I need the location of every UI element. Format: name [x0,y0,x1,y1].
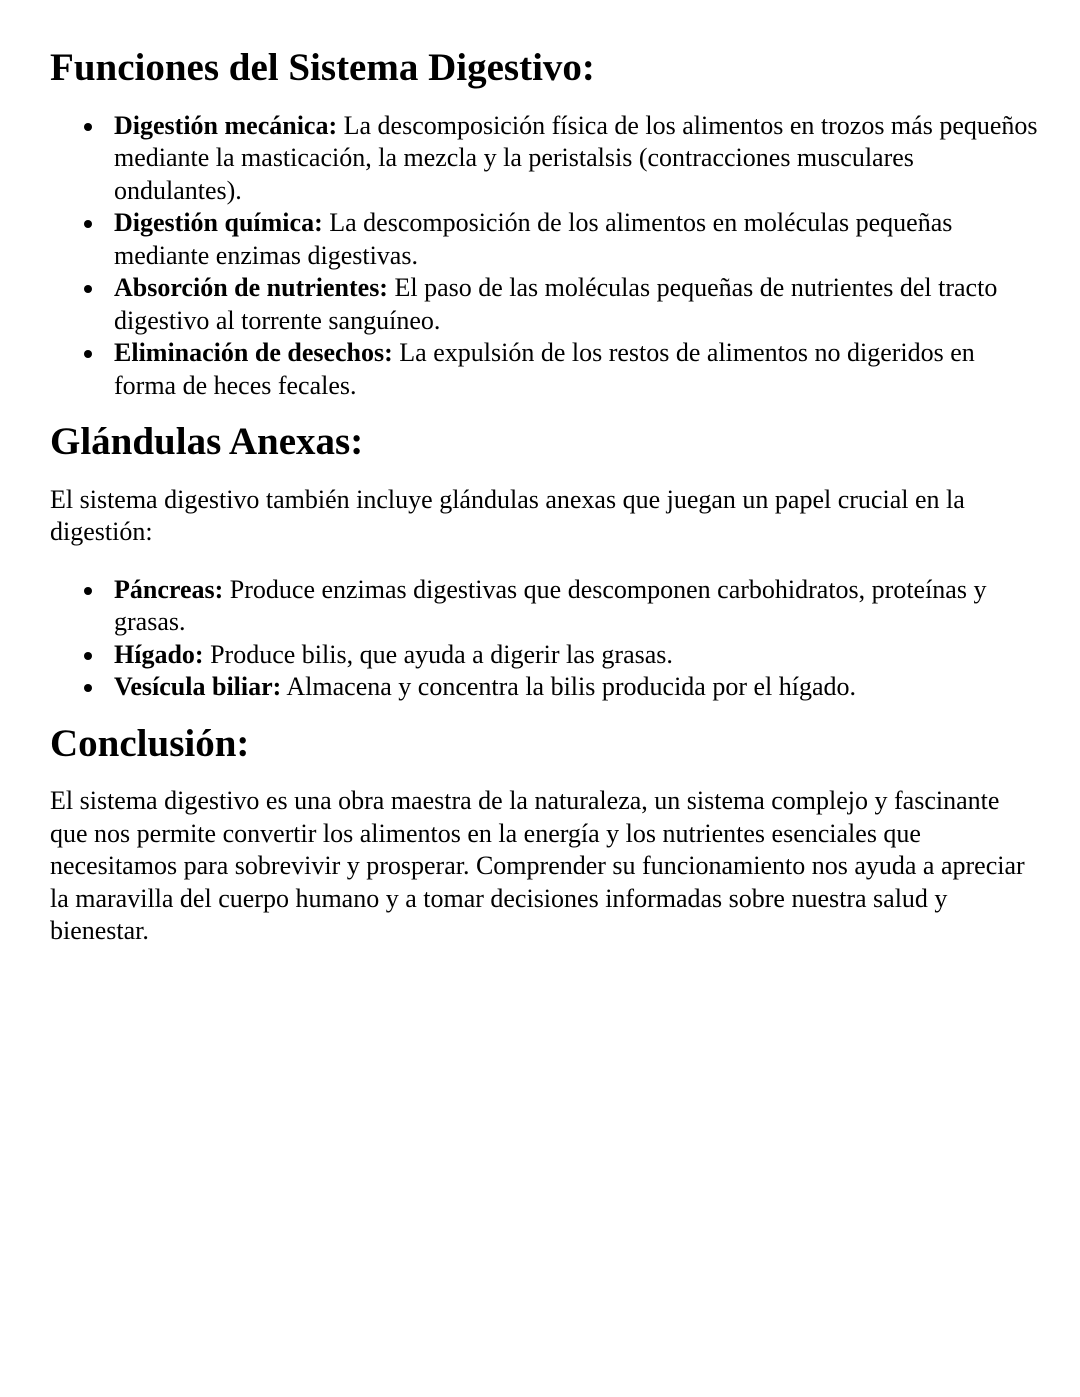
item-text: Almacena y concentra la bilis producida por el hígado. [281,672,857,701]
list-item [50,639,1040,672]
list-item [50,574,1040,639]
list-item [50,110,1040,208]
conclusion-paragraph: El sistema digestivo es una obra maestra de la naturaleza, un sistema complejo y fascinante que nos permite convertir los alimentos en la energía y los nutrientes esenciales que necesitamos para sobrevivir y prosperar. Comprender su funcionamiento nos ayuda a apreciar la maravilla del cuerpo humano y a tomar decisiones informadas sobre nuestra salud y bienestar. [50,786,1025,945]
list-item [50,207,1040,272]
item-text: Produce enzimas digestivas que descomponen carbohidratos, proteínas y grasas. [114,574,987,636]
list-glandulas [50,574,1040,704]
list-funciones [50,110,1040,403]
item-term: Vesícula biliar: [114,672,282,701]
section-heading-funciones: Funciones del Sistema Digestivo: [50,46,595,89]
bullet-icon [84,123,92,131]
item-term: Digestión química: [114,208,323,237]
list-item [50,272,1040,337]
glandulas-intro: El sistema digestivo también incluye glándulas anexas que juegan un papel crucial en la digestión: [50,484,965,546]
bullet-icon [84,350,92,358]
item-text: La descomposición física de los alimentos en trozos más pequeños mediante la masticación, la mezcla y la peristalsis (contracciones musculares ondulantes). [114,110,1038,205]
bullet-icon [84,220,92,228]
item-text: El paso de las moléculas pequeñas de nutrientes del tracto digestivo al torrente sanguíneo. [114,273,998,335]
list-item [50,671,1040,704]
item-text: La descomposición de los alimentos en moléculas pequeñas mediante enzimas digestivas. [114,208,953,270]
section-heading-glandulas: Glándulas Anexas: [50,420,364,463]
item-term: Digestión mecánica: [114,110,338,140]
bullet-icon [84,587,92,595]
item-text: Produce bilis, que ayuda a digerir las grasas. [203,639,673,669]
item-term: Páncreas: [114,574,224,604]
list-item [50,337,1040,402]
bullet-icon [84,652,92,660]
section-heading-conclusion: Conclusión: [50,721,250,765]
item-term: Absorción de nutrientes: [114,273,388,302]
item-term: Eliminación de desechos: [114,338,393,367]
bullet-icon [84,285,92,293]
item-text: La expulsión de los restos de alimentos no digeridos en forma de heces fecales. [114,338,975,400]
bullet-icon [84,684,92,692]
item-term: Hígado: [114,639,204,669]
document-page [50,46,1040,948]
